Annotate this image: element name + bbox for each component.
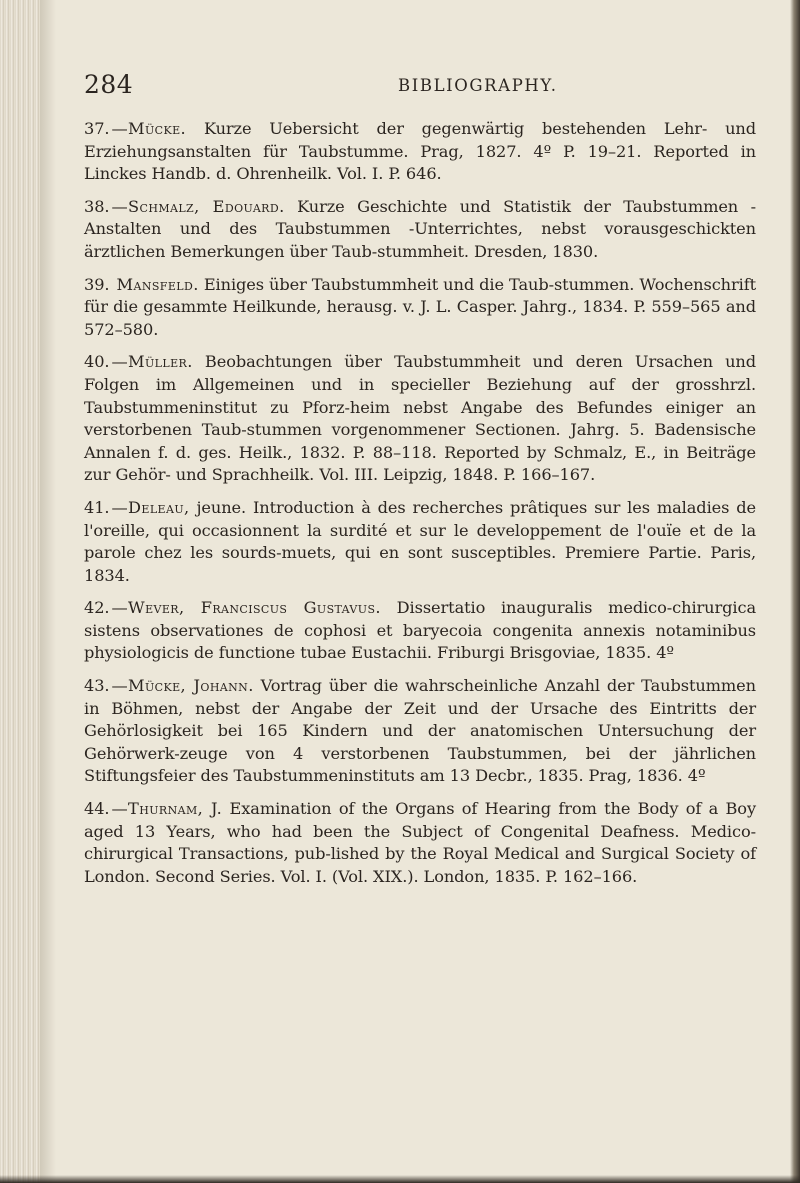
entry-number: 37. (84, 119, 110, 138)
bibliography-entry-39 (84, 274, 756, 342)
page-bottom-edge (0, 1175, 800, 1183)
book-binding-edge (0, 0, 40, 1183)
entry-author: —Müller. (111, 352, 193, 372)
entry-author: Mansfeld. (116, 274, 199, 294)
entry-text: Dissertatio inauguralis medico-chirurgica sistens observationes de cophosi et baryecoia congenita annexis notaminibus physiologicis de functione tubae Eustachii. Friburgi Brisgoviae, 1835. 4º (84, 598, 756, 663)
entry-number: 43. (84, 676, 110, 696)
entry-number: 39. (84, 274, 110, 294)
entry-author: —Schmalz, Edouard. (111, 196, 285, 216)
gutter-shadow (40, 0, 56, 1183)
bibliography-entry-43 (84, 675, 756, 788)
entry-text: Einiges über Taubstummheit und die Taub-stummen. Wochenschrift für die gesammte Heilkunde, herausg. v. J. L. Casper. Jahrg., 1834. P. 559–565 and 572–580. (84, 274, 757, 339)
entry-number: 41. (84, 497, 110, 517)
bibliography-entry-44 (84, 798, 756, 888)
entry-number: 44. (84, 799, 110, 819)
bibliography-entry-38 (84, 196, 756, 264)
page-number: 284 (84, 70, 134, 99)
entry-text: Kurze Geschichte und Statistik der Taubstummen - Anstalten und des Taubstummen -Unterrichtes, nebst vorausgeschickten ärztlichen Bemerkungen über Taub-stummheit. Dresden, 1830. (84, 196, 756, 261)
entry-author: —Mücke. (111, 119, 187, 138)
bibliography-entry-40 (84, 351, 756, 487)
page-right-edge (790, 0, 800, 1183)
entry-author: —Wever, Franciscus Gustavus. (111, 598, 381, 618)
entry-number: 40. (84, 352, 110, 372)
entry-text: jeune. Introduction à des recherches prâtiques sur les maladies de l'oreille, qui occasionnent la surdité et sur le developpement de l'ouïe et de la parole chez les sourds-muets, qui en sont susceptibles. Premiere Partie. Paris, 1834. (84, 497, 756, 585)
entry-author: —Deleau, (111, 497, 190, 517)
entry-author: —Thurnam, J. (111, 799, 223, 819)
bibliography-entry-42 (84, 597, 756, 665)
entry-number: 38. (84, 196, 110, 216)
bibliography-entry-41 (84, 497, 756, 587)
bibliography-entry-37 (84, 118, 756, 186)
running-head: BIBLIOGRAPHY. (398, 76, 558, 95)
bibliography-list (84, 118, 756, 898)
entry-text: Beobachtungen über Taubstummheit und deren Ursachen und Folgen im Allgemeinen und in specieller Beziehung auf der grosshrzl. Taubstummeninstitut zu Pforz-heim nebst Angabe des Befundes einiger an verstorbenen Taub-stummen vorgenommener Sectionen. Jahrg. 5. Badensische Annalen f. d. ges. Heilk., 1832. P. 88–118. Reported by Schmalz, E., in Beiträge zur Gehör- und Sprachheilk. Vol. III. Leipzig, 1848. P. 166–167. (84, 352, 757, 485)
entry-text: Kurze Uebersicht der gegenwärtig bestehenden Lehr- und Erziehungsanstalten für Taubstumme. Prag, 1827. 4º P. 19–21. Reported in Linckes Handb. d. Ohrenheilk. Vol. I. P. 646. (84, 119, 757, 184)
entry-text: Vortrag über die wahrscheinliche Anzahl der Taubstummen in Böhmen, nebst der Angabe der Zeit und der Ursache des Eintritts der Gehörlosigkeit bei 165 Kindern und der anatomischen Untersuchung der Gehörwerk-zeuge von 4 verstorbenen Taubstummen, bei der jährlichen Stiftungsfeier des Taubstummeninstituts am 13 Decbr., 1835. Prag, 1836. 4º (84, 676, 756, 786)
entry-text: Examination of the Organs of Hearing from the Body of a Boy aged 13 Years, who had been the Subject of Congenital Deafness. Medico-chirurgical Transactions, pub-lished by the Royal Medical and Surgical Society of London. Second Series. Vol. I. (Vol. XIX.). London, 1835. P. 162–166. (84, 799, 756, 886)
entry-number: 42. (84, 598, 110, 618)
entry-author: —Mücke, Johann. (111, 676, 254, 696)
